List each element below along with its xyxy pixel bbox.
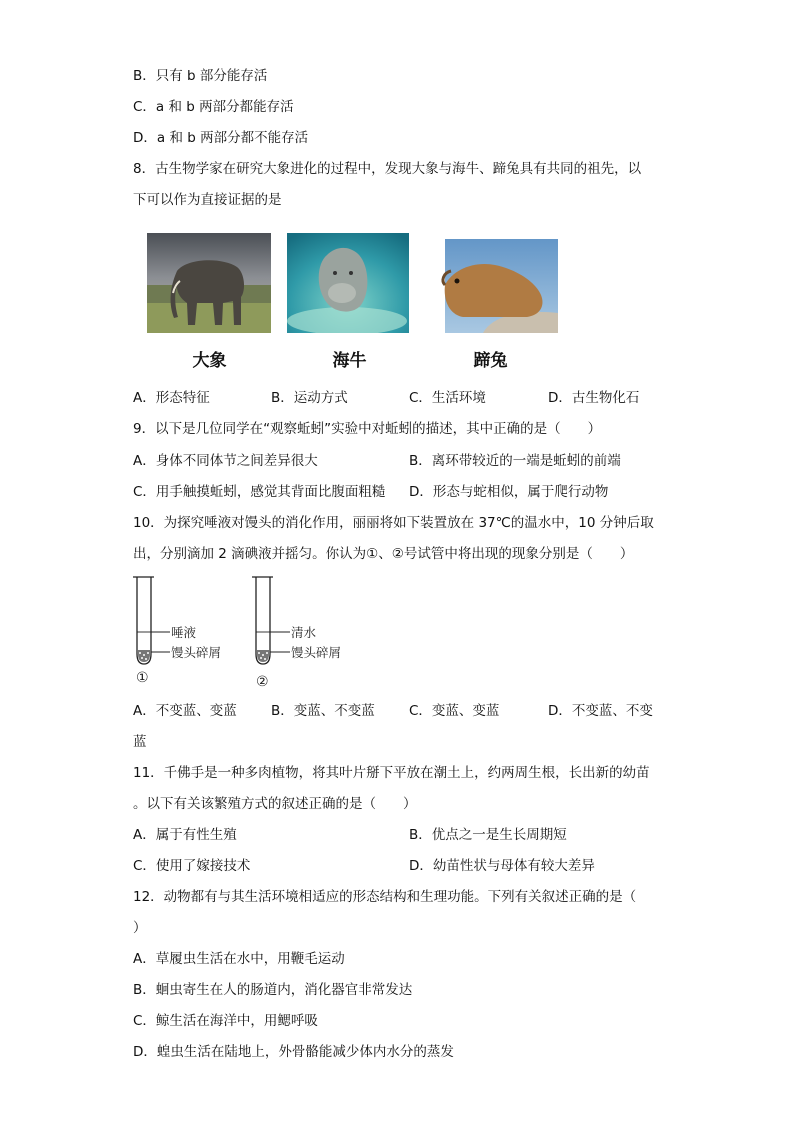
q10-option-c: C．变蓝、变蓝	[409, 703, 500, 719]
q10-stem-line1: 10．为探究唾液对馒头的消化作用，丽丽将如下装置放在 37℃的温水中，10 分钟后取	[133, 515, 654, 531]
q9-option-a: A．身体不同体节之间差异很大	[133, 453, 318, 469]
q12-option-d: D．蝗虫生活在陆地上，外骨骼能减少体内水分的蒸发	[133, 1044, 454, 1060]
hyrax-photo	[423, 233, 558, 333]
q7-option-d: D．a 和 b 两部分都不能存活	[133, 130, 309, 146]
tube1-liquid-label: 唾液	[171, 625, 197, 640]
q7-option-c: C．a 和 b 两部分都能存活	[133, 99, 294, 115]
tube2-number: ②	[256, 674, 269, 690]
elephant-photo	[147, 233, 271, 333]
q9-stem: 9．以下是几位同学在“观察蚯蚓”实验中对蚯蚓的描述，其中正确的是（ ）	[133, 421, 602, 437]
caption-hyrax: 蹄兔	[473, 351, 508, 371]
q11-option-a: A．属于有性生殖	[133, 827, 237, 843]
q8-stem-line1: 8．古生物学家在研究大象进化的过程中，发现大象与海牛、蹄兔具有共同的祖先，以	[133, 161, 642, 177]
q12-stem-line1: 12．动物都有与其生活环境相适应的形态结构和生理功能。下列有关叙述正确的是（	[133, 889, 637, 905]
q12-stem-line2: ）	[133, 920, 147, 936]
q11-option-c: C．使用了嫁接技术	[133, 858, 251, 874]
test-tube-2	[252, 577, 341, 690]
q11-stem-line1: 11．千佛手是一种多肉植物，将其叶片掰下平放在潮土上，约两周生根，长出新的幼苗	[133, 765, 650, 781]
q10-option-a: A．不变蓝、变蓝	[133, 703, 237, 719]
q11-option-b: B．优点之一是生长周期短	[409, 827, 567, 843]
q10-option-d: D．不变蓝、不变	[548, 703, 653, 719]
tube1-number: ①	[136, 670, 149, 686]
q7-option-b: B．只有 b 部分能存活	[133, 68, 268, 84]
q11-option-d: D．幼苗性状与母体有较大差异	[409, 858, 595, 874]
q10-stem-line2: 出，分别滴加 2 滴碘液并摇匀。你认为①、②号试管中将出现的现象分别是（ ）	[133, 546, 634, 562]
test-tube-diagram	[128, 574, 368, 692]
tube1-solid-label: 馒头碎屑	[171, 645, 222, 660]
tube2-solid-label: 馒头碎屑	[291, 645, 342, 660]
q8-option-b: B．运动方式	[271, 390, 348, 406]
q12-option-c: C．鲸生活在海洋中，用鳃呼吸	[133, 1013, 318, 1029]
q10-option-d-wrap: 蓝	[133, 734, 147, 750]
q12-option-a: A．草履虫生活在水中，用鞭毛运动	[133, 951, 345, 967]
q8-option-c: C．生活环境	[409, 390, 486, 406]
manatee-photo	[287, 233, 409, 333]
q9-option-b: B．离环带较近的一端是蚯蚓的前端	[409, 453, 621, 469]
q8-option-a: A．形态特征	[133, 390, 210, 406]
tube2-liquid-label: 清水	[291, 625, 317, 640]
q8-option-d: D．古生物化石	[548, 390, 640, 406]
test-tube-1	[133, 577, 221, 686]
q8-stem-line2: 下可以作为直接证据的是	[133, 192, 282, 208]
caption-elephant: 大象	[192, 351, 227, 371]
q9-option-c: C．用手触摸蚯蚓，感觉其背面比腹面粗糙	[133, 484, 386, 500]
caption-manatee: 海牛	[332, 351, 367, 371]
q11-stem-line2: 。以下有关该繁殖方式的叙述正确的是（ ）	[133, 796, 417, 812]
q12-option-b: B．蛔虫寄生在人的肠道内，消化器官非常发达	[133, 982, 413, 998]
q9-option-d: D．形态与蛇相似，属于爬行动物	[409, 484, 609, 500]
q10-option-b: B．变蓝、不变蓝	[271, 703, 375, 719]
